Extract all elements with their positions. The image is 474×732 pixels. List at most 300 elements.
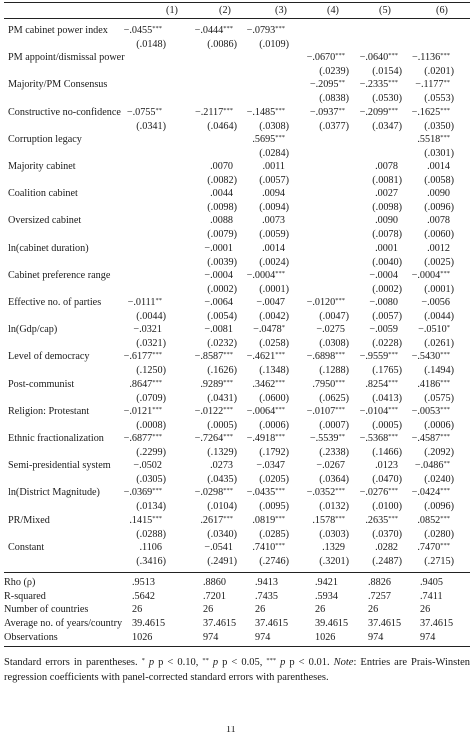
standard-error: (.0350) <box>424 120 454 132</box>
significance-stars: *** <box>440 405 450 413</box>
standard-error: (.0039) <box>207 256 237 268</box>
coefficient-value: .9289 <box>200 378 224 390</box>
star-one: * <box>141 657 145 664</box>
significance-stars: *** <box>275 378 285 386</box>
significance-stars: *** <box>275 269 285 277</box>
standard-error: (.3416) <box>136 555 166 567</box>
significance-stars: *** <box>440 378 450 386</box>
stat-value: .9413 <box>255 577 278 588</box>
standard-error: (.0340) <box>207 528 237 540</box>
coefficient <box>360 350 398 363</box>
standard-error: (.0098) <box>207 202 237 214</box>
coefficient-value: .3462 <box>252 378 276 390</box>
stat-value: .7435 <box>255 590 278 602</box>
row-label: Majority/PM Consensus <box>8 79 108 91</box>
standard-error: (.0625) <box>319 392 349 404</box>
coefficient-value: .4186 <box>417 378 441 390</box>
coefficient-value: −.0347 <box>256 460 285 472</box>
notes-p3: p < 0.01. <box>289 657 330 668</box>
standard-error: (.0054) <box>207 311 237 322</box>
row-label: PM cabinet power index <box>8 25 108 36</box>
significance-stars: *** <box>440 433 450 440</box>
coefficient <box>129 514 162 527</box>
standard-error: (.1250) <box>136 365 166 377</box>
coefficient-value: −.0321 <box>133 324 162 336</box>
standard-error: (.0154) <box>372 66 402 78</box>
row-label: PR/Mixed <box>8 514 50 526</box>
table-notes <box>4 655 470 685</box>
row-label: Constructive no-confidence <box>8 106 121 118</box>
coefficient-value: −.0276 <box>359 487 389 499</box>
significance-stars: *** <box>152 351 162 359</box>
header-rule <box>4 18 470 19</box>
standard-error: (.0005) <box>372 419 402 431</box>
standard-error: (.0044) <box>424 311 454 322</box>
coefficient-value: .1415 <box>129 514 153 526</box>
stat-value: 974 <box>255 631 271 643</box>
coefficient <box>127 106 162 119</box>
row-label: Coalition cabinet <box>8 188 78 200</box>
coefficient-value: .0044 <box>210 188 233 200</box>
coefficient-value: −.0502 <box>133 460 162 472</box>
significance-stars: ** <box>338 433 345 440</box>
coefficient <box>307 405 345 418</box>
coefficient-value: −.0444 <box>194 25 224 36</box>
standard-error: (.0082) <box>207 175 237 186</box>
coefficient <box>124 432 162 445</box>
standard-error: (.0094) <box>259 202 289 214</box>
coefficient-value: −.0121 <box>123 405 153 417</box>
standard-error: (.0057) <box>259 175 289 186</box>
significance-stars: *** <box>388 351 398 359</box>
standard-error: (.0002) <box>372 283 402 295</box>
star-two: ** <box>202 657 209 664</box>
column-header: (3) <box>275 5 287 16</box>
stat-label: Average no. of years/country <box>4 618 123 630</box>
significance-stars: *** <box>152 25 162 32</box>
standard-error: (.0057) <box>372 311 402 322</box>
coefficient <box>417 541 450 554</box>
coefficient-value: .0273 <box>210 460 233 472</box>
coefficient-value: .0078 <box>427 215 450 227</box>
coefficient-value: −.6898 <box>306 351 336 363</box>
stat-value: 37.4615 <box>203 618 237 630</box>
coefficient <box>369 323 398 336</box>
coefficient <box>247 486 285 499</box>
row-label: Majority cabinet <box>8 161 76 172</box>
standard-error: (.0205) <box>259 474 289 486</box>
column-header: (2) <box>219 5 231 16</box>
significance-stars: ** <box>443 460 450 468</box>
standard-error: (.3201) <box>319 555 349 567</box>
stat-value: 26 <box>132 604 143 616</box>
standard-error: (.0024) <box>259 256 289 268</box>
standard-error: (.0201) <box>424 66 454 78</box>
significance-stars: *** <box>335 378 345 386</box>
stat-value: .7257 <box>368 590 391 602</box>
standard-error: (.0285) <box>259 528 289 540</box>
coefficient-value: .0027 <box>375 188 398 200</box>
coefficient-value: .0088 <box>210 215 233 227</box>
stat-value: 974 <box>203 631 219 643</box>
stat-value: 974 <box>368 631 384 643</box>
standard-error: (.0005) <box>207 419 237 431</box>
coefficient <box>427 214 450 227</box>
significance-stars: *** <box>275 514 285 522</box>
coefficient-value: −.0047 <box>256 297 285 308</box>
coefficient-value: −.2335 <box>359 79 389 91</box>
stat-value: 39.4615 <box>315 618 349 630</box>
standard-error: (.0435) <box>207 474 237 486</box>
significance-stars: *** <box>440 52 450 60</box>
significance-stars: *** <box>275 351 285 359</box>
column-header: (1) <box>166 5 178 16</box>
coefficient <box>262 214 285 227</box>
standard-error: (.0134) <box>136 501 166 513</box>
coefficient <box>360 432 398 445</box>
significance-stars: *** <box>335 52 345 60</box>
standard-error: (.0132) <box>319 501 349 513</box>
standard-error: (.0095) <box>259 501 289 513</box>
coefficient-value: .5695 <box>252 133 276 145</box>
p-label-3: p <box>280 657 286 668</box>
coefficient <box>252 133 285 146</box>
coefficient <box>316 323 345 336</box>
standard-error: (.0060) <box>424 229 454 241</box>
stat-label: Number of countries <box>4 604 89 616</box>
coefficient-value: −.0755 <box>126 106 156 118</box>
significance-stars: *** <box>440 269 450 277</box>
coefficient-value: −.4621 <box>246 351 276 363</box>
significance-stars: *** <box>440 133 450 141</box>
coefficient-value: .0090 <box>375 215 398 227</box>
significance-stars: *** <box>275 541 285 549</box>
coefficient-value: −.0793 <box>246 25 276 36</box>
standard-error: (.0001) <box>424 283 454 295</box>
standard-error: (.0377) <box>319 120 349 132</box>
coefficient-value: .0819 <box>252 514 276 526</box>
stat-value: 1026 <box>132 631 153 643</box>
significance-stars: * <box>281 324 285 332</box>
coefficient-value: .0852 <box>417 514 441 526</box>
significance-stars: *** <box>388 378 398 386</box>
stat-value: 974 <box>420 631 436 643</box>
coefficient <box>200 378 233 391</box>
coefficient <box>310 106 345 119</box>
coefficient <box>262 187 285 200</box>
coefficient <box>412 106 450 119</box>
standard-error: (.0301) <box>424 147 454 159</box>
notes-entries: : Entries are Prais-Winsten regression coefficients with panel-corrected standard errors with parentheses. <box>4 657 471 683</box>
significance-stars: *** <box>152 487 162 495</box>
standard-error: (.0261) <box>424 338 454 350</box>
standard-error: (.0006) <box>259 419 289 431</box>
coefficient <box>415 459 450 472</box>
coefficient-value: −.0001 <box>204 242 233 254</box>
coefficient <box>412 269 450 282</box>
coefficient-value: −.0541 <box>204 541 233 553</box>
p-label-1: p <box>148 657 155 668</box>
standard-error: (.0364) <box>319 474 349 486</box>
standard-error: (.0025) <box>424 256 454 268</box>
standard-error: (.0086) <box>207 39 237 50</box>
coefficient <box>412 432 450 445</box>
standard-error: (.1329) <box>207 447 237 458</box>
coefficient <box>262 160 285 173</box>
coefficient-value: −.0064 <box>204 297 233 308</box>
coefficient-value: −.4587 <box>411 433 441 444</box>
standard-error: (.2338) <box>319 447 349 458</box>
stat-value: 26 <box>315 604 326 616</box>
coefficient <box>210 214 233 227</box>
coefficient <box>124 486 162 499</box>
coefficient-value: −.0004 <box>204 269 233 281</box>
standard-error: (.0600) <box>259 392 289 404</box>
coefficient <box>312 514 345 527</box>
standard-error: (.2487) <box>372 555 402 567</box>
notes-text: Standard errors in parentheses. <box>4 657 138 668</box>
coefficient <box>247 269 285 282</box>
stat-label: R-squared <box>4 590 46 602</box>
stat-value: 37.4615 <box>368 618 402 630</box>
coefficient <box>252 514 285 527</box>
coefficient <box>133 323 162 336</box>
stat-value: .9405 <box>420 577 443 588</box>
coefficient-value: −.5368 <box>359 433 389 444</box>
coefficient <box>412 350 450 363</box>
standard-error: (.0284) <box>259 147 289 159</box>
coefficient-value: .0014 <box>262 242 285 254</box>
coefficient <box>375 160 398 173</box>
coefficient <box>204 269 233 282</box>
coefficient <box>369 296 398 309</box>
coefficient-value: −.0111 <box>127 297 156 308</box>
significance-stars: *** <box>275 405 285 413</box>
coefficient <box>369 269 398 282</box>
stat-value: .7201 <box>203 590 226 602</box>
coefficient-value: .8254 <box>365 378 389 390</box>
coefficient-value: −.2117 <box>194 106 224 118</box>
coefficient-value: −.0478 <box>253 324 282 336</box>
standard-error: (.0002) <box>207 283 237 295</box>
row-label: Level of democracy <box>8 351 90 363</box>
significance-stars: *** <box>223 433 233 440</box>
coefficient-value: .5518 <box>417 133 441 145</box>
coefficient <box>124 405 162 418</box>
coefficient <box>195 24 233 37</box>
coefficient-value: −.0080 <box>369 297 398 308</box>
significance-stars: *** <box>275 487 285 495</box>
coefficient-value: −.0004 <box>369 269 398 281</box>
significance-stars: *** <box>223 351 233 359</box>
coefficient <box>247 24 285 37</box>
standard-error: (.0109) <box>259 39 289 50</box>
coefficient-value: .0123 <box>375 460 398 472</box>
notes-p1: p < 0.10, <box>158 657 199 668</box>
coefficient-value: −.0267 <box>316 460 345 472</box>
standard-error: (.0553) <box>424 93 454 105</box>
row-label: Cabinet preference range <box>8 269 111 281</box>
row-label: Effective no. of parties <box>8 297 102 308</box>
row-label: Ethnic fractionalization <box>8 433 104 444</box>
standard-error: (.0228) <box>372 338 402 350</box>
standard-error: (.1348) <box>259 365 289 377</box>
stat-value: 26 <box>255 604 266 616</box>
stat-value: 26 <box>368 604 379 616</box>
standard-error: (.0079) <box>207 229 237 241</box>
coefficient <box>307 350 345 363</box>
standard-error: (.0303) <box>319 528 349 540</box>
coefficient <box>418 323 450 336</box>
coefficient-value: −.0455 <box>123 25 153 36</box>
stat-value: .7411 <box>420 590 443 602</box>
standard-error: (.1288) <box>319 365 349 377</box>
standard-error: (.0098) <box>372 202 402 214</box>
row-label: Semi-presidential system <box>8 460 111 472</box>
significance-stars: *** <box>335 487 345 495</box>
row-label: Constant <box>8 541 45 553</box>
standard-error: (.0096) <box>424 202 454 214</box>
coefficient <box>195 432 233 445</box>
row-label: Religion: Protestant <box>8 405 90 417</box>
coefficient <box>307 51 345 64</box>
coefficient-value: −.9559 <box>359 351 389 363</box>
stat-label: Observations <box>4 631 58 643</box>
coefficient-value: .0073 <box>262 215 285 227</box>
coefficient-value: .1578 <box>312 514 336 526</box>
coefficient-value: −.7264 <box>194 433 224 444</box>
coefficient-value: −.0053 <box>411 405 441 417</box>
standard-error: (.2491) <box>207 555 237 567</box>
significance-stars: *** <box>223 25 233 32</box>
coefficient <box>252 541 285 554</box>
coefficient-value: −.0081 <box>204 324 233 336</box>
significance-stars: *** <box>152 405 162 413</box>
standard-error: (.0040) <box>372 256 402 268</box>
coefficient <box>316 459 345 472</box>
coefficient <box>195 350 233 363</box>
stat-value: 26 <box>420 604 431 616</box>
row-label: Oversized cabinet <box>8 215 82 227</box>
coefficient <box>417 133 450 146</box>
coefficient <box>204 541 233 554</box>
significance-stars: *** <box>275 106 285 114</box>
coefficient <box>124 24 162 37</box>
standard-error: (.0838) <box>319 93 349 105</box>
coefficient-value: −.4918 <box>246 433 276 444</box>
coefficient-value: .2635 <box>365 514 389 526</box>
significance-stars: *** <box>388 405 398 413</box>
coefficient-value: −.0298 <box>194 487 224 499</box>
row-label: ln(Gdp/cap) <box>8 324 58 336</box>
coefficient <box>375 459 398 472</box>
coefficient <box>253 323 285 336</box>
significance-stars: ** <box>155 297 162 304</box>
coefficient <box>204 323 233 336</box>
coefficient-value: −.0059 <box>369 324 398 336</box>
table-bottom-rule <box>4 646 470 647</box>
coefficient-value: −.0937 <box>309 106 339 118</box>
row-label: Corruption legacy <box>8 133 82 145</box>
coefficient-value: −.0004 <box>411 269 441 281</box>
significance-stars: *** <box>440 541 450 549</box>
coefficient <box>360 106 398 119</box>
coefficient-value: .7410 <box>252 541 276 553</box>
significance-stars: ** <box>338 79 345 87</box>
standard-error: (.0575) <box>424 392 454 404</box>
coefficient-value: −.0064 <box>246 405 276 417</box>
coefficient-value: −.0640 <box>359 52 389 64</box>
coefficient-value: .0014 <box>427 161 450 172</box>
standard-error: (.0006) <box>424 419 454 431</box>
column-header: (6) <box>436 5 448 16</box>
significance-stars: *** <box>223 378 233 386</box>
standard-error: (.0059) <box>259 229 289 241</box>
significance-stars: *** <box>440 351 450 359</box>
coefficient <box>195 106 233 119</box>
coefficient <box>421 296 450 309</box>
standard-error: (.0530) <box>372 93 402 105</box>
coefficient <box>210 160 233 173</box>
coefficient <box>360 78 398 91</box>
standard-error: (.0239) <box>319 66 349 78</box>
stat-value: 37.4615 <box>255 618 289 630</box>
significance-stars: *** <box>440 487 450 495</box>
stat-value: 26 <box>203 604 214 616</box>
coefficient <box>427 242 450 255</box>
coefficient <box>360 486 398 499</box>
standard-error: (.0081) <box>372 175 402 186</box>
coefficient <box>415 78 450 91</box>
standard-error: (.0280) <box>424 528 454 540</box>
coefficient <box>247 432 285 445</box>
stat-value: .9513 <box>132 577 155 588</box>
standard-error: (.0321) <box>136 338 166 350</box>
standard-error: (.2092) <box>424 447 454 458</box>
standard-error: (.1466) <box>372 447 402 458</box>
coefficient <box>375 541 398 554</box>
coefficient-value: −.1485 <box>246 106 276 118</box>
significance-stars: *** <box>388 106 398 114</box>
significance-stars: *** <box>223 405 233 413</box>
coefficient <box>307 486 345 499</box>
coefficient <box>412 405 450 418</box>
coefficient-value: −.2099 <box>359 106 389 118</box>
star-three: *** <box>266 657 277 664</box>
significance-stars: *** <box>152 514 162 522</box>
stats-rule <box>4 572 470 573</box>
coefficient <box>129 378 162 391</box>
coefficient-value: −.0486 <box>414 460 444 472</box>
coefficient <box>252 378 285 391</box>
coefficient-value: −.0369 <box>123 487 153 499</box>
coefficient-value: −.0004 <box>246 269 276 281</box>
coefficient <box>417 378 450 391</box>
coefficient <box>375 187 398 200</box>
standard-error: (.0470) <box>372 474 402 486</box>
row-label: PM appoint/dismissal power <box>8 52 125 64</box>
row-label: ln(District Magnitude) <box>8 487 100 499</box>
stat-value: .9421 <box>315 577 338 588</box>
coefficient-value: −.0104 <box>359 405 389 417</box>
coefficient <box>256 459 285 472</box>
coefficient <box>124 350 162 363</box>
stat-value: .8826 <box>368 577 391 588</box>
significance-stars: *** <box>388 514 398 522</box>
standard-error: (.0232) <box>207 338 237 350</box>
stat-value: .5642 <box>132 590 155 602</box>
standard-error: (.1765) <box>372 365 402 377</box>
